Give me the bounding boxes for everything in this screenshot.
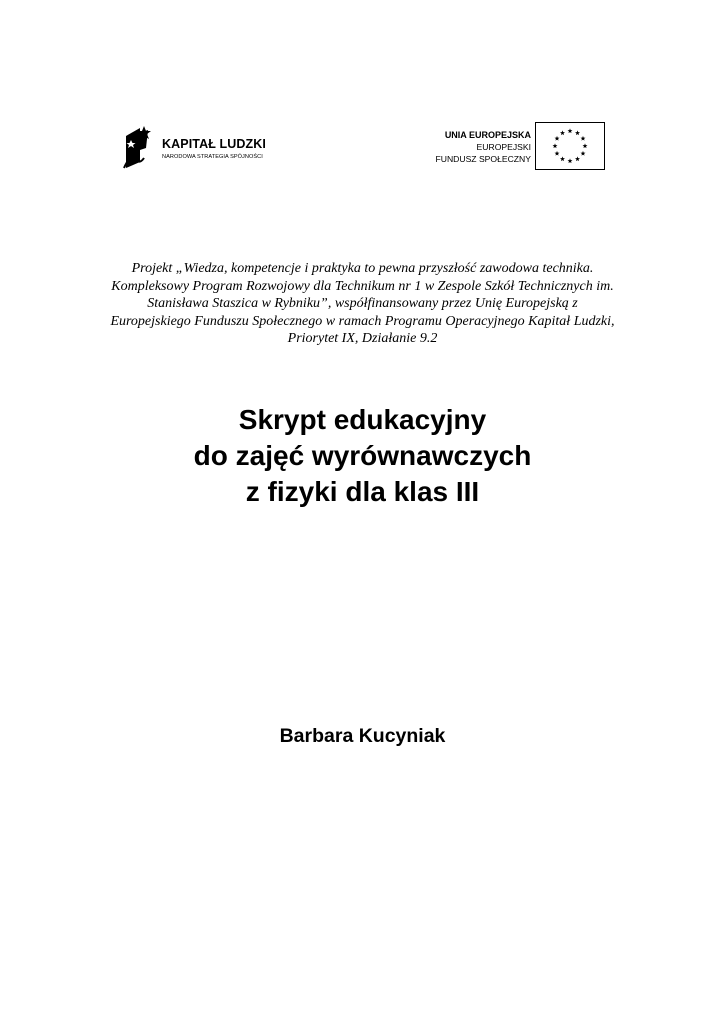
eu-fund-label-1: EUROPEJSKI	[476, 142, 531, 152]
project-line: Projekt „Wiedza, kompetencje i praktyka to pewna przyszłość zawodowa technika.	[131, 261, 594, 276]
title-line: z fizyki dla klas III	[245, 476, 480, 507]
title-line: do zajęć wyrównawczych	[193, 440, 532, 471]
kapital-ludzki-emblem-icon	[122, 124, 156, 170]
document-title	[60, 402, 665, 510]
eu-fund-label-2: FUNDUSZ SPOŁECZNY	[435, 154, 531, 164]
project-line: Kompleksowy Program Rozwojowy dla Technikum nr 1 w Zespole Szkół Technicznych im.	[111, 278, 614, 294]
document-author: Barbara Kucyniak	[279, 725, 446, 747]
kapital-ludzki-subtitle: NARODOWA STRATEGIA SPÓJNOŚCI	[162, 154, 263, 160]
kapital-ludzki-logo	[122, 124, 282, 170]
eu-union-label: UNIA EUROPEJSKA	[444, 130, 531, 140]
eu-text-block	[436, 129, 532, 165]
project-description	[60, 260, 665, 348]
kapital-ludzki-title: KAPITAŁ LUDZKI	[162, 137, 266, 151]
project-line: Priorytet IX, Działanie 9.2	[287, 331, 438, 346]
project-line: Europejskiego Funduszu Społecznego w ramach Programu Operacyjnego Kapitał Ludzki,	[110, 313, 615, 329]
title-line: Skrypt edukacyjny	[238, 404, 487, 435]
eu-flag-icon	[535, 122, 605, 170]
project-line: Stanisława Staszica w Rybniku”, współfinansowany przez Unię Europejską z	[147, 296, 578, 311]
